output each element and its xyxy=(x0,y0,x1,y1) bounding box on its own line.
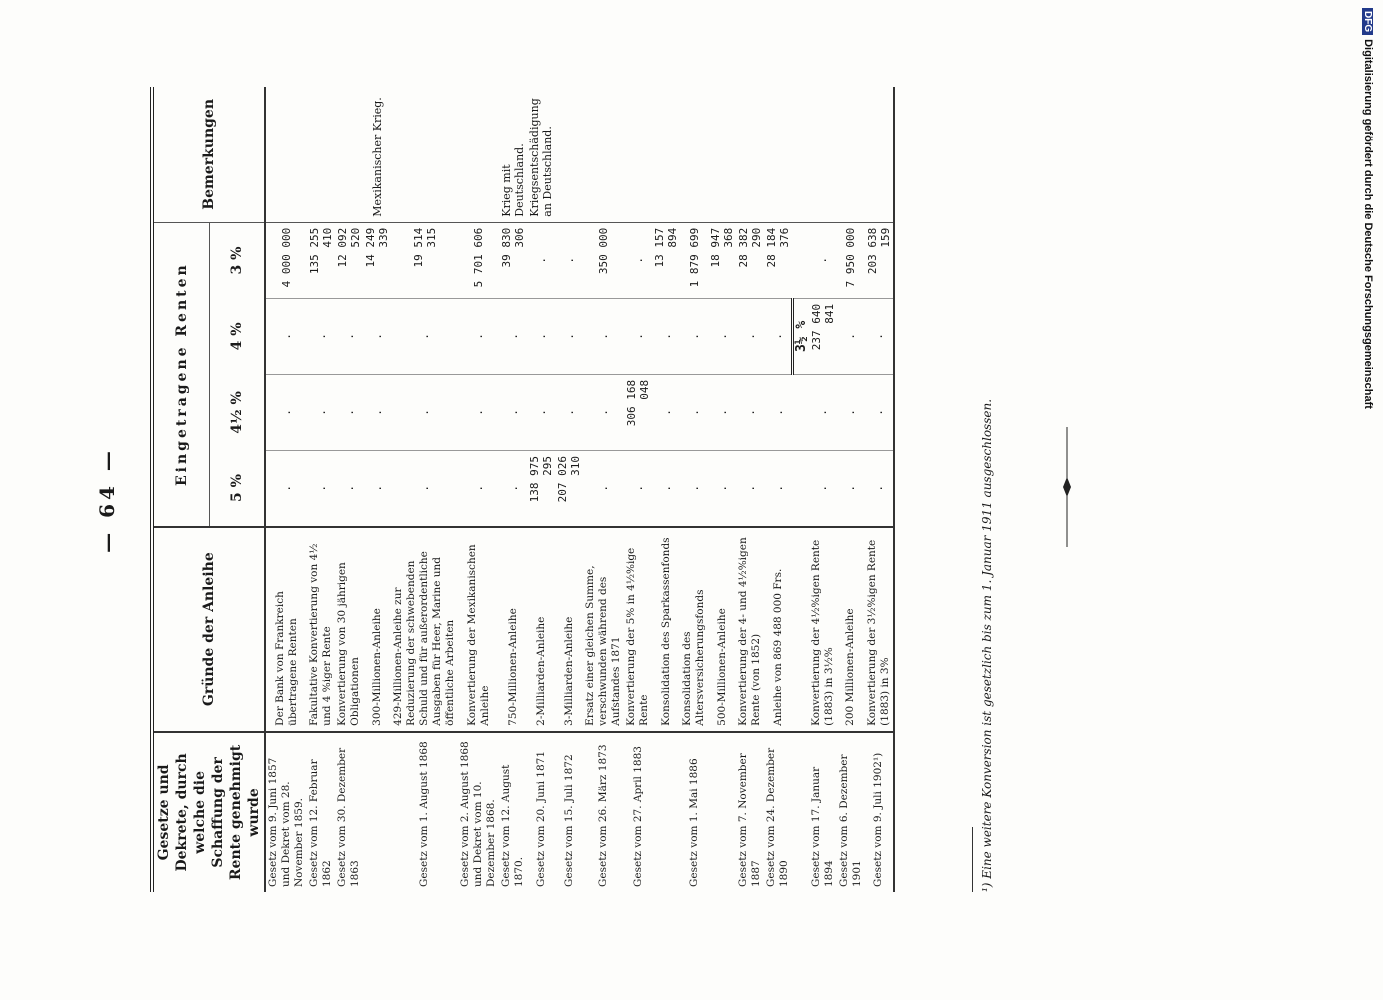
header-remarks: Bemerkungen xyxy=(152,87,265,222)
cell-reason: Fakultative Konvertierung von 4½ und 4 %iger Rente xyxy=(307,527,335,732)
cell-p4: . xyxy=(837,298,865,374)
cell-p3: . xyxy=(809,222,837,298)
empty-cell xyxy=(792,732,809,892)
cell-p3: 350 000 xyxy=(583,222,624,298)
cell-p4: . xyxy=(555,298,583,374)
cell-p45: . xyxy=(708,374,736,450)
cell-p4: . xyxy=(736,298,764,374)
cell-reason: Konvertierung der 4- und 4½%igen Rente (von 1852) xyxy=(736,527,764,732)
empty-cell xyxy=(792,87,809,222)
cell-remark xyxy=(837,87,865,222)
table-row xyxy=(624,87,652,892)
cell-p3: . xyxy=(527,222,555,298)
cell-reason: Konsolidation des Altersversicherungsfonds xyxy=(680,527,708,732)
cell-law xyxy=(708,732,736,892)
cell-reason: 429-Millionen-Anleihe zur Reduzierung der schwebenden Schuld und für außerordentliche Ausgaben für Heer, Marine und öffentliche Arbeiten xyxy=(391,527,458,732)
cell-p3: 4 000 000 xyxy=(265,222,307,298)
table-row xyxy=(335,87,363,892)
cell-reason: 3-Milliarden-Anleihe xyxy=(555,527,583,732)
table-row xyxy=(391,87,458,892)
cell-p5: . xyxy=(472,484,485,492)
cell-p3: 7 950 000 xyxy=(837,222,865,298)
cell-law: Gesetz vom 9. Juli 1902¹) xyxy=(865,732,894,892)
cell-p5: 138 975 295 xyxy=(528,456,554,503)
table-row xyxy=(555,87,583,892)
cell-remark xyxy=(583,87,624,222)
cell-p45: . xyxy=(652,374,680,450)
cell-p3: 28 382 290 xyxy=(736,222,764,298)
cell-p45: . xyxy=(680,374,708,450)
cell-p4: . xyxy=(624,298,652,374)
cell-remark xyxy=(265,87,307,222)
cell-p45: 306 168 048 xyxy=(624,374,652,450)
table-row xyxy=(865,87,894,892)
page-number: — 64 — xyxy=(95,447,119,553)
header-4-5-percent: 4½ % xyxy=(210,374,265,450)
table-row xyxy=(307,87,335,892)
empty-cell xyxy=(792,451,809,527)
cell-reason: Anleihe von 869 488 000 Frs. xyxy=(764,527,792,732)
cell-law: Gesetz vom 26. März 1873 xyxy=(583,732,624,892)
cell-p45: . xyxy=(555,374,583,450)
cell-law: Gesetz vom 1. Mai 1886 xyxy=(680,732,708,892)
cell-reason: 2-Milliarden-Anleihe xyxy=(527,527,555,732)
header-reason: Gründe der Anleihe xyxy=(152,527,265,732)
cell-law: Gesetz vom 17. Januar 1894 xyxy=(809,732,837,892)
cell-reason: Der Bank von Frankreich übertragene Renten xyxy=(265,527,307,732)
cell-law: Gesetz vom 20. Juni 1871 xyxy=(527,732,555,892)
cell-reason: Konvertierung der 4½%igen Rente (1883) in 3½% xyxy=(809,527,837,732)
cell-p3: 39 830 306 xyxy=(499,222,527,298)
cell-law: Gesetz vom 7. November 1887 xyxy=(736,732,764,892)
cell-p5: . xyxy=(659,484,673,492)
cell-p4: . xyxy=(680,298,708,374)
cell-reason: 500-Millionen-Anleihe xyxy=(708,527,736,732)
cell-p4: . xyxy=(307,298,335,374)
header-5-percent: 5 % xyxy=(210,451,265,527)
cell-p3: 12 092 520 xyxy=(335,222,363,298)
sub-heading-row xyxy=(792,87,809,892)
table-row xyxy=(652,87,680,892)
cell-p4: . xyxy=(458,298,499,374)
cell-remark xyxy=(307,87,335,222)
cell-remark: Mexikanischer Krieg. xyxy=(363,87,391,222)
cell-p4: . xyxy=(583,298,624,374)
cell-p5: . xyxy=(743,484,757,492)
cell-law: Gesetz vom 27. April 1883 xyxy=(624,732,652,892)
cell-p4: . xyxy=(708,298,736,374)
cell-p45: . xyxy=(391,374,458,450)
table-row xyxy=(764,87,792,892)
cell-p4: 237 640 841 xyxy=(809,298,837,374)
dfg-logo: DFG xyxy=(1362,8,1373,35)
cell-p45: . xyxy=(809,374,837,450)
cell-reason: Konvertierung der 5% in 4½%ige Rente xyxy=(624,527,652,732)
cell-p3: . xyxy=(555,222,583,298)
cell-p3: 19 514 315 xyxy=(391,222,458,298)
empty-cell xyxy=(792,222,809,298)
cell-law: Gesetz vom 9. Juni 1857 und Dekret vom 28. November 1859. xyxy=(265,732,307,892)
cell-p45: . xyxy=(837,374,865,450)
cell-law: Gesetz vom 15. Juli 1872 xyxy=(555,732,583,892)
header-4-percent: 4 % xyxy=(210,298,265,374)
cell-p3: 14 249 339 xyxy=(363,222,391,298)
table-row xyxy=(458,87,499,892)
cell-remark xyxy=(335,87,363,222)
cell-p5: . xyxy=(314,484,328,492)
cell-p5: . xyxy=(687,484,701,492)
cell-remark: Kriegsentschädigung an Deutschland. xyxy=(527,87,555,222)
table-row xyxy=(265,87,307,892)
cell-p3: 28 184 376 xyxy=(764,222,792,298)
cell-remark xyxy=(680,87,708,222)
header-registered-rents: Eingetragene Renten xyxy=(152,222,210,526)
ornament-divider xyxy=(1060,427,1074,547)
cell-p4: . xyxy=(265,298,307,374)
cell-remark xyxy=(865,87,894,222)
cell-law: Gesetz vom 24. Dezember 1890 xyxy=(764,732,792,892)
cell-p3: 5 701 606 xyxy=(458,222,499,298)
cell-p5: . xyxy=(865,451,894,527)
cell-p5: . xyxy=(715,484,729,492)
table-row xyxy=(499,87,527,892)
cell-law: Gesetz vom 12. Februar 1862 xyxy=(307,732,335,892)
cell-p45: . xyxy=(499,374,527,450)
sub-heading-3-5-percent: 3½ % xyxy=(792,298,809,374)
cell-p45: . xyxy=(335,374,363,450)
cell-reason: Ersatz einer gleichen Summe, verschwunden während des Aufstandes 1871 xyxy=(583,527,624,732)
cell-p4: . xyxy=(335,298,363,374)
cell-p45: . xyxy=(583,374,624,450)
cell-remark xyxy=(391,87,458,222)
credit-text: Digitalisierung gefördert durch die Deutsche Forschungsgemeinschaft xyxy=(1362,39,1374,409)
header-3-percent: 3 % xyxy=(210,222,265,298)
cell-reason: 200 Millionen-Anleihe xyxy=(837,527,865,732)
cell-remark xyxy=(764,87,792,222)
cell-p3: 203 638 159 xyxy=(865,222,894,298)
cell-p5: . xyxy=(844,484,857,492)
cell-remark xyxy=(458,87,499,222)
cell-remark xyxy=(809,87,837,222)
table-row xyxy=(809,87,837,892)
cell-law: Gesetz vom 12. August 1870. xyxy=(499,732,527,892)
cell-reason: Konvertierung von 30 jährigen Obligationen xyxy=(335,527,363,732)
cell-remark xyxy=(624,87,652,222)
table-body xyxy=(265,87,894,892)
cell-p4: . xyxy=(865,298,894,374)
cell-p5: . xyxy=(597,484,610,492)
cell-p3: 18 947 368 xyxy=(708,222,736,298)
rent-table xyxy=(150,87,895,892)
cell-p3: 135 255 410 xyxy=(307,222,335,298)
cell-p5: . xyxy=(771,484,785,492)
cell-reason: Konvertierung der 3½%igen Rente (1883) in 3% xyxy=(865,527,894,732)
cell-p5: . xyxy=(418,484,431,492)
cell-p4: . xyxy=(527,298,555,374)
cell-law: Gesetz vom 30. Dezember 1863 xyxy=(335,732,363,892)
cell-p4: . xyxy=(363,298,391,374)
cell-p45: . xyxy=(458,374,499,450)
cell-law xyxy=(363,732,391,892)
cell-p4: . xyxy=(499,298,527,374)
cell-p45: . xyxy=(265,374,307,450)
cell-law: Gesetz vom 1. August 1868 xyxy=(391,732,458,892)
cell-law: Gesetz vom 2. August 1868 und Dekret vom 10. Dezember 1868. xyxy=(458,732,499,892)
empty-cell xyxy=(792,527,809,732)
cell-p3: . xyxy=(624,222,652,298)
cell-p5: . xyxy=(370,484,384,492)
cell-p5: . xyxy=(631,484,645,492)
cell-law xyxy=(652,732,680,892)
cell-reason: Konvertierung der Mexikanischen Anleihe xyxy=(458,527,499,732)
table-row xyxy=(837,87,865,892)
table-row xyxy=(583,87,624,892)
table-row xyxy=(363,87,391,892)
table-row xyxy=(527,87,555,892)
cell-p5: . xyxy=(816,484,829,492)
cell-p5: . xyxy=(280,484,293,492)
cell-p4: . xyxy=(764,298,792,374)
cell-p45: . xyxy=(527,374,555,450)
cell-p4: . xyxy=(391,298,458,374)
cell-p5: 207 026 310 xyxy=(556,456,582,503)
cell-p3: 1 879 699 xyxy=(680,222,708,298)
cell-law: Gesetz vom 6. Dezember 1901 xyxy=(837,732,865,892)
empty-cell xyxy=(792,374,809,450)
cell-reason: 300-Millionen-Anleihe xyxy=(363,527,391,732)
cell-p45: . xyxy=(736,374,764,450)
cell-p4: . xyxy=(652,298,680,374)
cell-remark xyxy=(708,87,736,222)
cell-p5: . xyxy=(342,484,356,492)
table-row xyxy=(736,87,764,892)
cell-remark xyxy=(555,87,583,222)
cell-remark xyxy=(736,87,764,222)
header-law: Gesetze und Dekrete, durch welche die Schaffung der Rente genehmigt wurde xyxy=(152,732,265,892)
cell-p5: . xyxy=(506,484,520,492)
cell-p45: . xyxy=(307,374,335,450)
cell-p3: 13 157 894 xyxy=(652,222,680,298)
table-row xyxy=(708,87,736,892)
footnote: ¹) Eine weitere Konversion ist gesetzlich bis zum 1. Januar 1911 ausgeschlossen. xyxy=(980,398,994,892)
cell-reason: Konsolidation des Sparkassenfonds xyxy=(652,527,680,732)
table-row xyxy=(680,87,708,892)
footnote-rule xyxy=(972,827,973,892)
cell-p45: . xyxy=(865,374,894,450)
cell-p45: . xyxy=(363,374,391,450)
cell-p45: . xyxy=(764,374,792,450)
cell-remark: Krieg mit Deutschland. xyxy=(499,87,527,222)
cell-reason: 750-Millionen-Anleihe xyxy=(499,527,527,732)
cell-remark xyxy=(652,87,680,222)
